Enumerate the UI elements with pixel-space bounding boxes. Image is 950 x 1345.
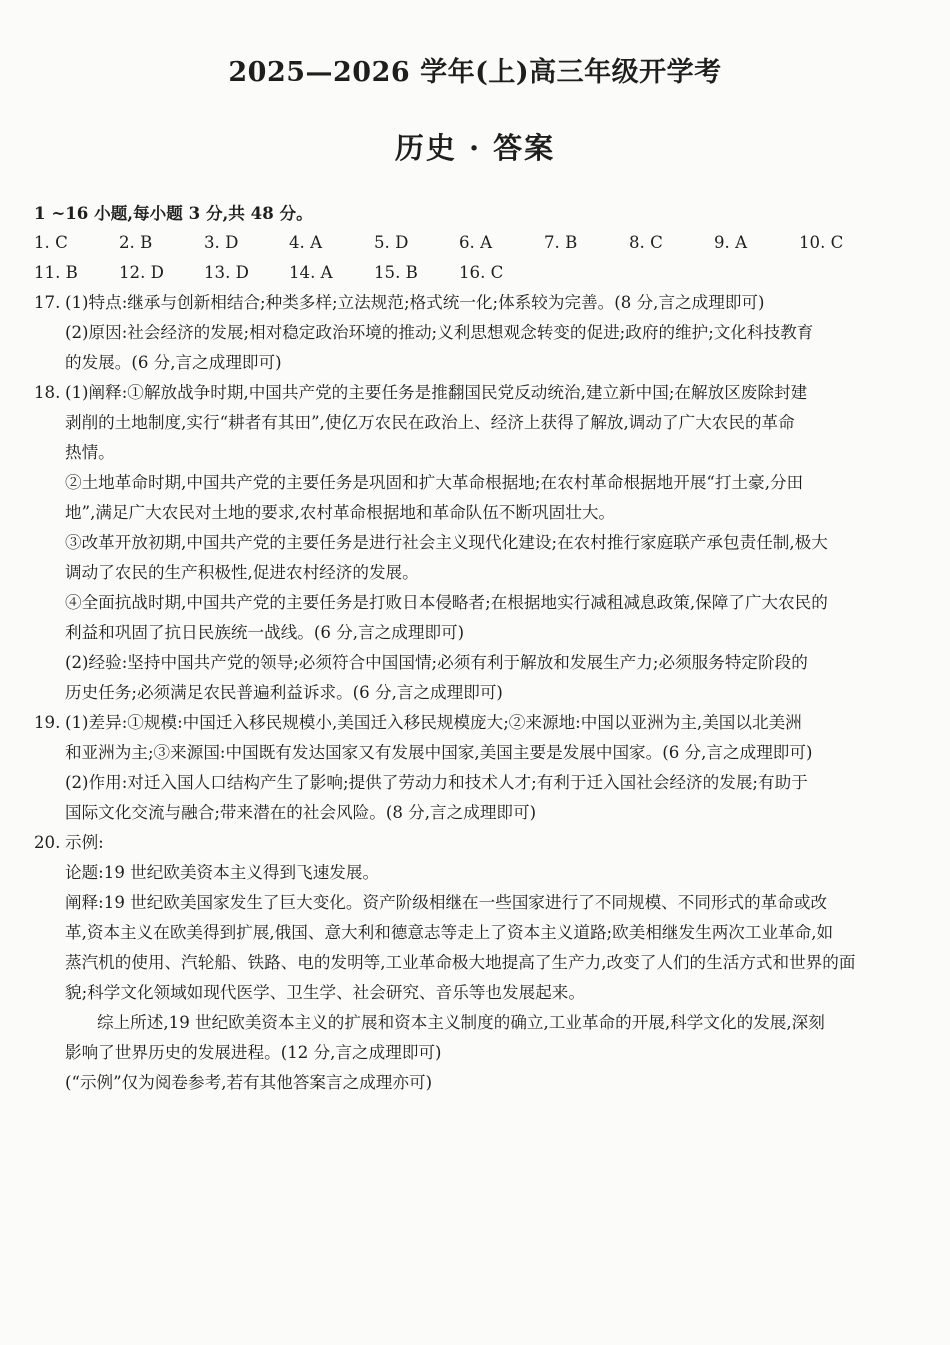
mc-answer: 14. A [289,263,333,282]
answer-line: ④全面抗战时期,中国共产党的主要任务是打败日本侵略者;在根据地实行减租减息政策,保障了广大农民的 [65,593,828,612]
answer-line: 剥削的土地制度,实行“耕者有其田”,使亿万农民在政治上、经济上获得了解放,调动了广大农民的革命 [65,413,795,432]
answer-line: (1)差异:①规模:中国迁入移民规模小,美国迁入移民规模庞大;②来源地:中国以亚洲为主,美国以北美洲 [65,713,802,732]
mc-answer: 2. B [119,233,153,252]
answer-line: ②土地革命时期,中国共产党的主要任务是巩固和扩大革命根据地;在农村革命根据地开展“打土豪,分田 [65,473,804,492]
example-label: 示例: [65,833,104,852]
question-19 [34,708,916,738]
question-number: 20. [34,833,61,852]
mc-answers-row-2 [34,258,916,288]
answer-line: (2)经验:坚持中国共产党的领导;必须符合中国国情;必须有利于解放和发展生产力;必须服务特定阶段的 [65,653,808,672]
exam-title: 2025—2026 学年(上)高三年级开学考 [228,57,722,88]
mc-answer: 10. C [799,233,844,252]
subject-answer-title: 历史 · 答案 [394,131,556,165]
mc-answers-row-1 [34,228,916,258]
mc-answer: 3. D [204,233,239,252]
mc-answer: 15. B [374,263,418,282]
question-18 [34,378,916,408]
thesis-line: 论题:19 世纪欧美资本主义得到飞速发展。 [65,863,380,882]
question-number: 19. [34,713,61,732]
answer-line: (1)特点:继承与创新相结合;种类多样;立法规范;格式统一化;体系较为完善。(8 分,言之成理即可) [65,293,765,312]
mc-answer: 11. B [34,263,78,282]
question-number: 18. [34,383,61,402]
mc-answer: 16. C [459,263,504,282]
summary-line: 影响了世界历史的发展进程。(12 分,言之成理即可) [65,1043,442,1062]
answer-line: (1)阐释:①解放战争时期,中国共产党的主要任务是推翻国民党反动统治,建立新中国;在解放区废除封建 [65,383,808,402]
answer-line: 地”,满足广大农民对土地的要求,农村革命根据地和革命队伍不断巩固壮大。 [65,503,616,522]
mc-answer: 4. A [289,233,323,252]
question-number: 17. [34,293,61,312]
answer-line: 利益和巩固了抗日民族统一战线。(6 分,言之成理即可) [65,623,465,642]
answer-line: 的发展。(6 分,言之成理即可) [65,353,282,372]
question-20 [34,828,916,858]
answer-line: ③改革开放初期,中国共产党的主要任务是进行社会主义现代化建设;在农村推行家庭联产承包责任制,极大 [65,533,828,552]
grading-note: (“示例”仅为阅卷参考,若有其他答案言之成理亦可) [65,1073,433,1092]
summary-line: 综上所述,19 世纪欧美资本主义的扩展和资本主义制度的确立,工业革命的开展,科学文化的发展,深刻 [97,1013,825,1032]
answer-line: 革,资本主义在欧美得到扩展,俄国、意大利和德意志等走上了资本主义道路;欧美相继发生两次工业革命,如 [65,923,834,942]
answer-line: 貌;科学文化领域如现代医学、卫生学、社会研究、音乐等也发展起来。 [65,983,585,1002]
answer-line: 历史任务;必须满足农民普遍利益诉求。(6 分,言之成理即可) [65,683,503,702]
answer-line: 阐释:19 世纪欧美国家发生了巨大变化。资产阶级相继在一些国家进行了不同规模、不同形式的革命或改 [65,893,828,912]
mc-answer: 5. D [374,233,409,252]
answer-line: 国际文化交流与融合;带来潜在的社会风险。(8 分,言之成理即可) [65,803,537,822]
mc-answer: 13. D [204,263,249,282]
question-17 [34,288,916,348]
answer-body [34,198,916,1098]
mc-heading: 1 ~16 小题,每小题 3 分,共 48 分。 [34,203,313,223]
mc-answer: 6. A [459,233,493,252]
mc-answer: 12. D [119,263,164,282]
mc-answer: 7. B [544,233,578,252]
mc-answer: 9. A [714,233,748,252]
answer-line: 蒸汽机的使用、汽轮船、铁路、电的发明等,工业革命极大地提高了生产力,改变了人们的生活方式和世界的面 [65,953,856,972]
mc-answer: 1. C [34,233,68,252]
answer-line: (2)作用:对迁入国人口结构产生了影响;提供了劳动力和技术人才;有利于迁入国社会经济的发展;有助于 [65,773,808,792]
mc-answer: 8. C [629,233,663,252]
answer-line: 热情。 [65,443,115,462]
answer-line: 和亚洲为主;③来源国:中国既有发达国家又有发展中国家,美国主要是发展中国家。(6 分,言之成理即可) [65,743,813,762]
answer-line: (2)原因:社会经济的发展;相对稳定政治环境的推动;义利思想观念转变的促进;政府的维护;文化科技教育 [65,323,814,342]
answer-line: 调动了农民的生产积极性,促进农村经济的发展。 [65,563,419,582]
